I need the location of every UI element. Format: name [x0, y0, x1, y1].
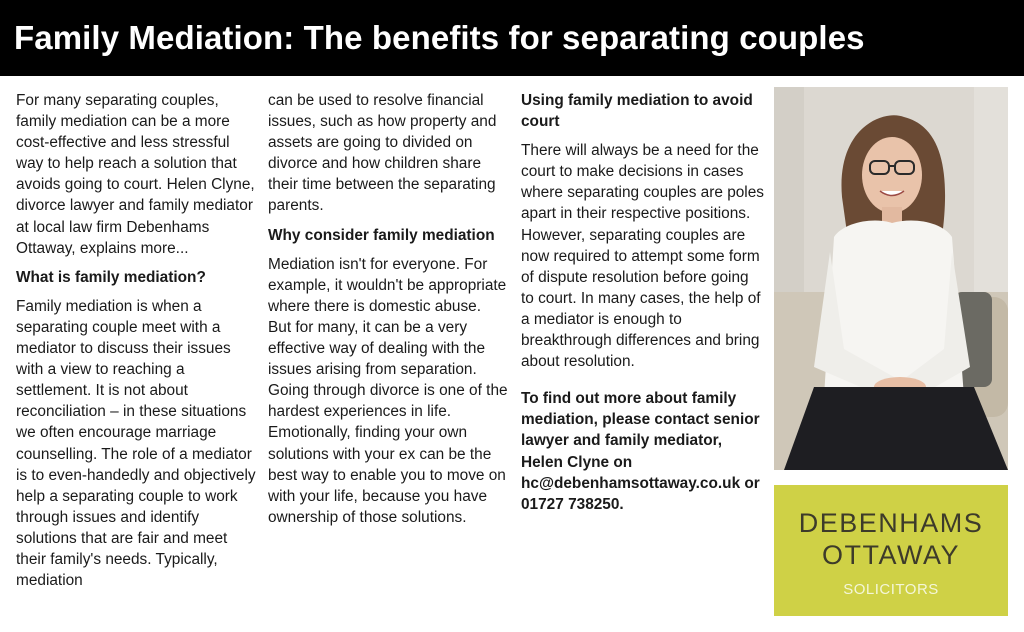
body-paragraph: Mediation isn't for everyone. For example, it wouldn't be appropriate where there is domestic abuse. But for many, it can be a very effective way of dealing with the issues arising from separation. Going through divorce is one of the hardest experiences in life. Emotionally, finding your own solutions with your ex can be the best way to enable you to move on with your life, because you have ownership of those solutions. [268, 255, 508, 526]
article-column-3 [521, 90, 765, 523]
logo-line-2: OTTAWAY [822, 540, 960, 570]
logo-line-3: SOLICITORS [843, 581, 939, 598]
page-title: Family Mediation: The benefits for separating couples [14, 19, 865, 56]
portrait-photo [774, 87, 1008, 470]
article-column-1 [16, 90, 258, 599]
contact-paragraph: To find out more about family mediation, please contact senior lawyer and family mediator, Helen Clyne on hc@debenhamsottaway.co.uk or 01727 738250. [521, 390, 760, 513]
section-heading-what-is: What is family mediation? [16, 268, 206, 286]
body-paragraph: can be used to resolve financial issues, such as how property and assets are going to divided on divorce and how children share their time between the separating parents. [268, 92, 497, 215]
intro-paragraph: For many separating couples, family mediation can be a more cost-effective and less stressful way to help reach a solution that avoids going to court. Helen Clyne, divorce lawyer and family mediator at local law firm Debenhams Ottaway, explains more... [16, 92, 255, 257]
section-heading-avoid-court: Using family mediation to avoid court [521, 92, 753, 131]
article-column-2 [268, 90, 508, 536]
debenhams-ottaway-logo [774, 485, 1008, 616]
body-paragraph: There will always be a need for the court to make decisions in cases where separating couples are poles apart in their respective positions. However, separating couples are now required to attempt some form of dispute resolution before going to court. In many cases, the help of a mediator is enough to breakthrough differences and bring about resolution. [521, 142, 764, 371]
section-heading-why-consider: Why consider family mediation [268, 226, 495, 244]
body-paragraph: Family mediation is when a separating couple meet with a mediator to discuss their issues with a view to reaching a settlement. It is not about reconciliation – in these situations we often encourage marriage counselling. The role of a mediator is to even-handedly and objectively help a separating couple to work through issues and identify solutions that are fair and meet their family's needs. Typically, mediation [16, 297, 256, 590]
logo-line-1: DEBENHAMS [798, 508, 984, 538]
header-banner [0, 0, 1024, 76]
